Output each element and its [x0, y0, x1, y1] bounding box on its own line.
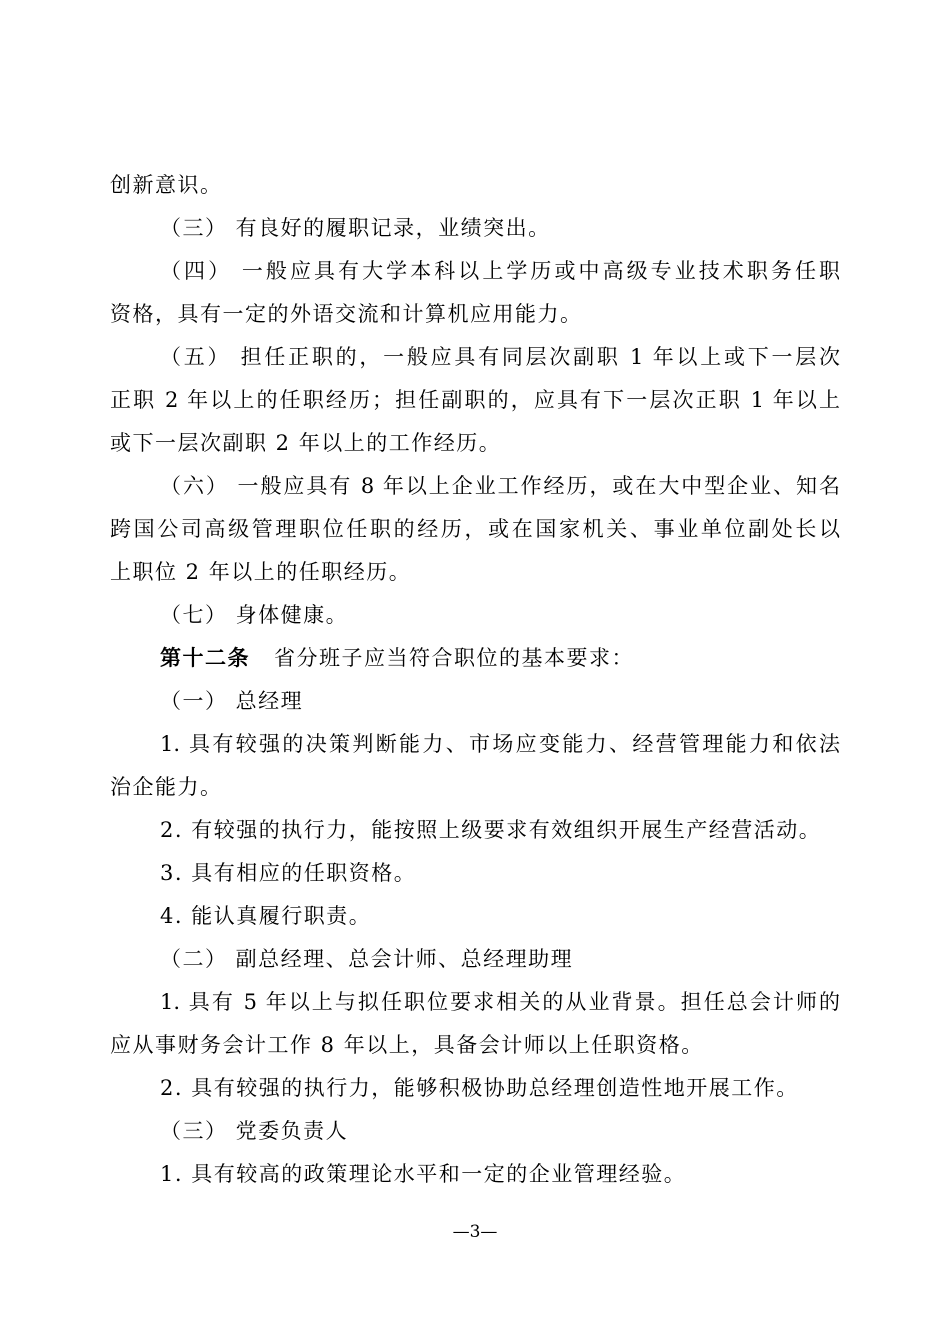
text-line: 或下一层次副职 2 年以上的工作经历。 [110, 431, 502, 455]
text-line: （二） 副总经理、总会计师、总经理助理 [160, 947, 574, 971]
text-line: 治企能力。 [110, 775, 223, 799]
text-line: （三） 党委负责人 [160, 1119, 349, 1143]
article-paragraph [160, 643, 840, 673]
text-line: 2. 具有较强的执行力，能够积极协助总经理创造性地开展工作。 [160, 1076, 799, 1100]
text-line: （三） 有良好的履职记录，业绩突出。 [160, 216, 551, 240]
text-line: 1. 具有较强的决策判断能力、市场应变能力、经营管理能力和依法 [160, 732, 840, 756]
text-line: 正职 2 年以上的任职经历；担任副职的，应具有下一层次正职 1 年以上 [110, 388, 840, 412]
text-line: 2. 有较强的执行力，能按照上级要求有效组织开展生产经营活动。 [160, 818, 822, 842]
text-line: （六） 一般应具有 8 年以上企业工作经历，或在大中型企业、知名 [160, 474, 840, 498]
text-line: 1. 具有较高的政策理论水平和一定的企业管理经验。 [160, 1162, 687, 1186]
text-line: 应从事财务会计工作 8 年以上，具备会计师以上任职资格。 [110, 1033, 704, 1057]
page-number: —3— [452, 1222, 498, 1242]
text-line: （七） 身体健康。 [160, 603, 349, 627]
text-line: 资格，具有一定的外语交流和计算机应用能力。 [110, 302, 583, 326]
text-line: 上职位 2 年以上的任职经历。 [110, 560, 412, 584]
article-text: 省分班子应当符合职位的基本要求： [274, 646, 634, 670]
text-line: 跨国公司高级管理职位任职的经历，或在国家机关、事业单位副处长以 [110, 517, 840, 541]
text-line: （四） 一般应具有大学本科以上学历或中高级专业技术职务任职 [160, 259, 840, 283]
text-line: 创新意识。 [110, 173, 223, 197]
text-line: （五） 担任正职的，一般应具有同层次副职 1 年以上或下一层次 [160, 345, 840, 369]
text-line: （一） 总经理 [160, 689, 304, 713]
article-heading: 第十二条 [160, 645, 250, 670]
text-line: 3. 具有相应的任职资格。 [160, 861, 417, 885]
text-line: 4. 能认真履行职责。 [160, 904, 372, 928]
text-line: 1. 具有 5 年以上与拟任职位要求相关的从业背景。担任总会计师的 [160, 990, 840, 1014]
